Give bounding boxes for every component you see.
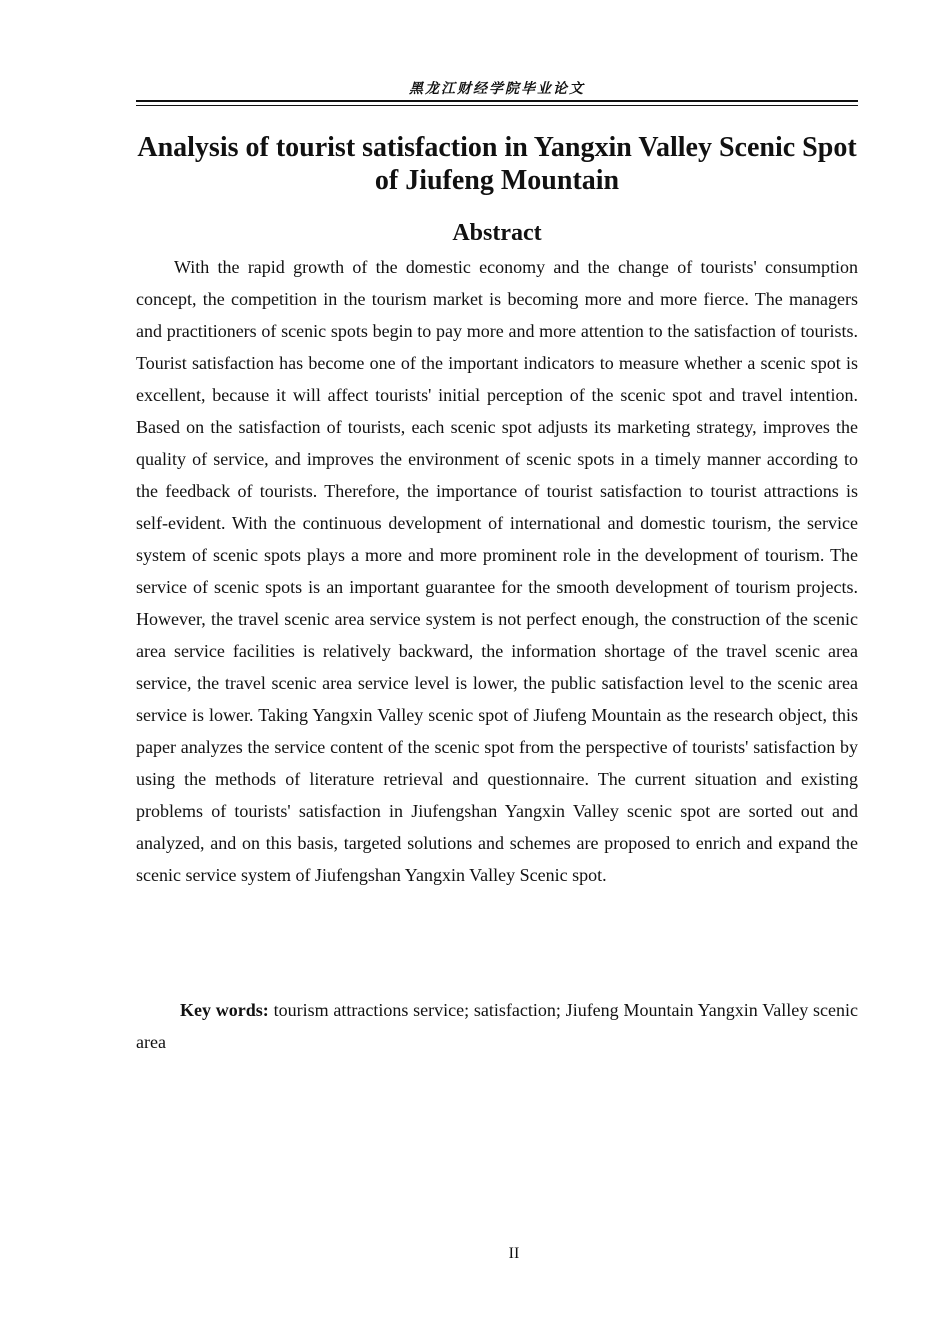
page-number: II bbox=[508, 1245, 520, 1262]
paper-title: Analysis of tourist satisfaction in Yangxin Valley Scenic Spot of Jiufeng Mountain bbox=[137, 132, 857, 196]
running-header: 黑龙江财经学院毕业论文 bbox=[409, 81, 585, 97]
keywords-text: tourism attractions service; satisfaction; Jiufeng Mountain Yangxin Valley scenic area bbox=[136, 1000, 858, 1052]
abstract-heading: Abstract bbox=[452, 220, 542, 246]
keywords-paragraph bbox=[136, 994, 858, 1058]
keywords-label: Key words: bbox=[180, 1000, 269, 1020]
abstract-body: With the rapid growth of the domestic economy and the change of tourists' consumption concept, the competition in the tourism market is becoming more and more fierce. The managers and practitioners of scenic spots begin to pay more and more attention to the satisfaction of tourists. Tourist satisfaction has become one of the important indicators to measure whether a scenic spot is excellent, because it will affect tourists' initial perception of the scenic spot and travel intention. Based on the satisfaction of tourists, each scenic spot adjusts its marketing strategy, improves the quality of service, and improves the environment of scenic spots in a timely manner according to the feedback of tourists. Therefore, the importance of tourist satisfaction to tourist attractions is self-evident. With the continuous development of international and domestic tourism, the service system of scenic spots plays a more and more prominent role in the development of tourism. The service of scenic spots is an important guarantee for the smooth development of tourism projects. However, the travel scenic area service system is not perfect enough, the construction of the scenic area service facilities is relatively backward, the information shortage of the travel scenic area service, the travel scenic area service level is lower, the public satisfaction level to the scenic area service is lower. Taking Yangxin Valley scenic spot of Jiufeng Mountain as the research object, this paper analyzes the service content of the scenic spot from the perspective of tourists' satisfaction by using the methods of literature retrieval and questionnaire. The current situation and existing problems of tourists' satisfaction in Jiufengshan Yangxin Valley scenic spot are sorted out and analyzed, and on this basis, targeted solutions and schemes are proposed to enrich and expand the scenic service system of Jiufengshan Yangxin Valley Scenic spot. bbox=[136, 257, 858, 885]
header-rule-thick bbox=[136, 100, 858, 102]
header-rule-thin bbox=[136, 105, 858, 106]
